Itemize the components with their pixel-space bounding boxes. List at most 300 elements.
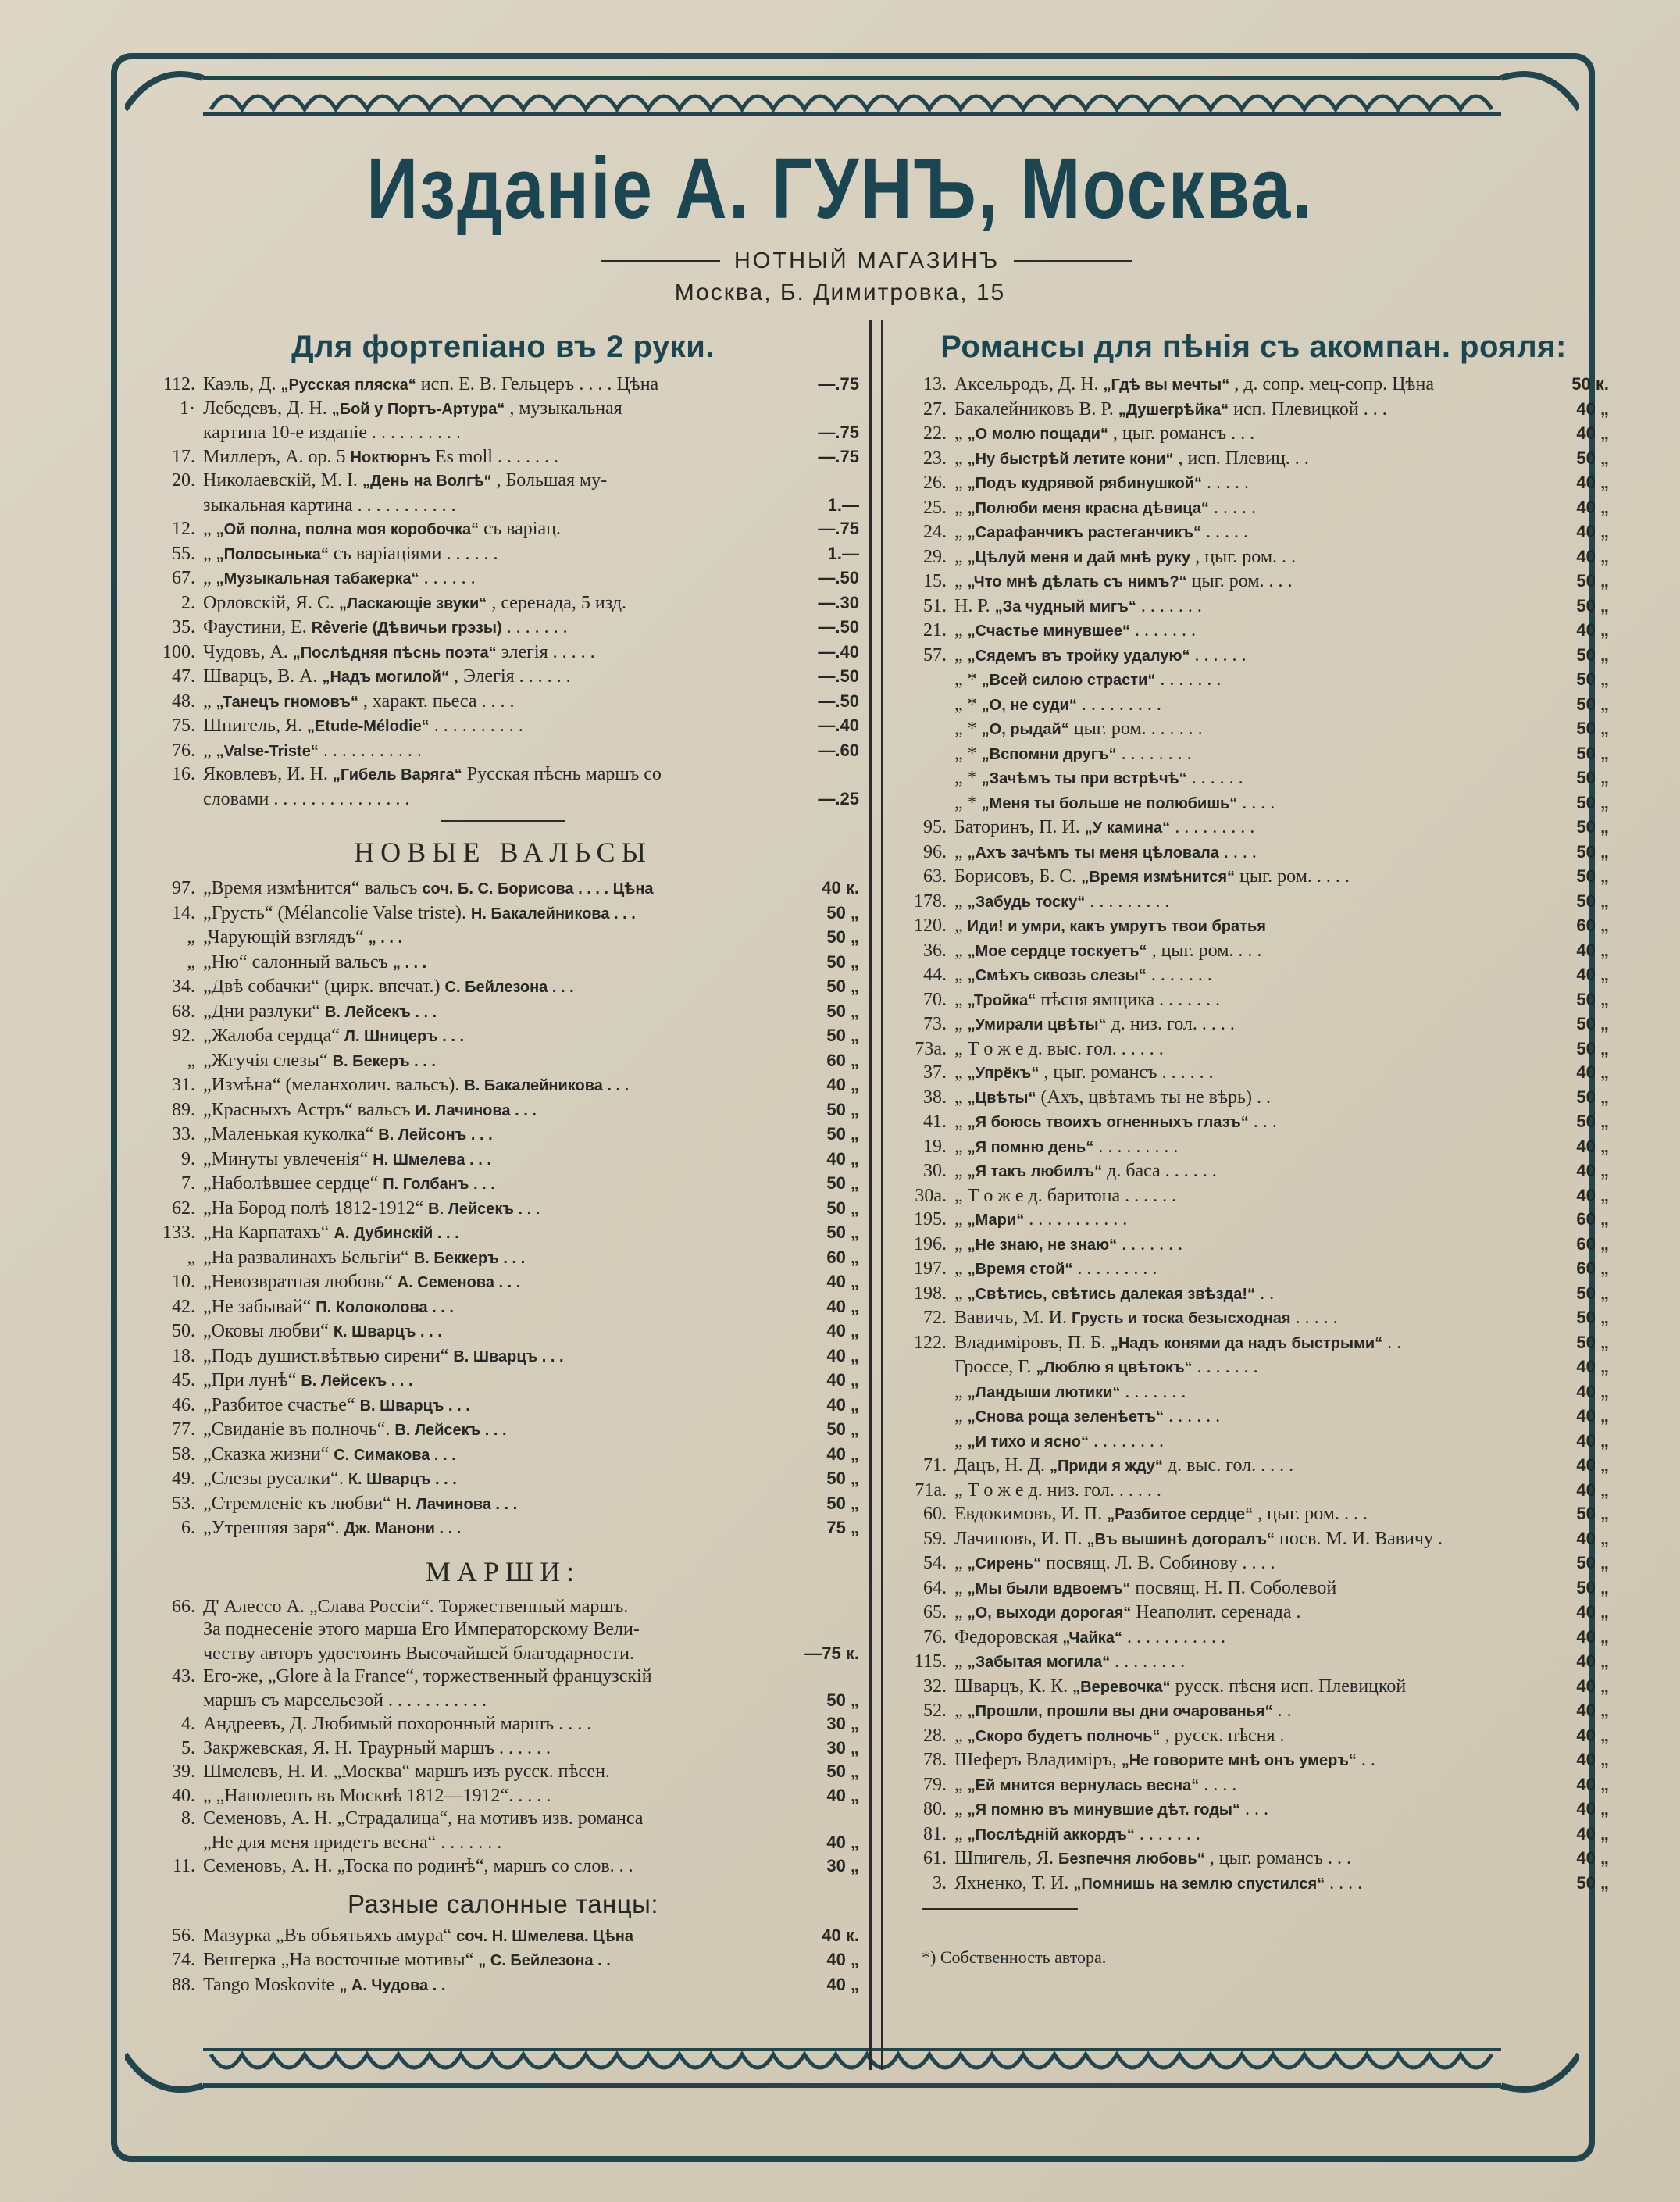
item-composer: Д' Алессо А. „Слава Россіи“. [203,1596,434,1617]
item-title: „Valse-Triste“ [216,742,319,760]
item-number: 3. [933,1872,947,1893]
item-price: 60 „ [1576,1233,1609,1254]
left-column [147,327,859,1997]
item-composer: „ [954,448,963,469]
item-title: „За чудный мигъ“ [994,598,1136,616]
item-price: 50 „ [1576,817,1609,837]
waltz-list [147,876,859,1541]
item-number: 17. [172,446,195,467]
item-price: 40 „ [826,1394,859,1415]
item-composer: „ [203,1785,212,1806]
list-item [147,641,859,666]
list-item [898,619,1609,644]
item-price: 40 „ [1576,423,1609,443]
item-number: 19. [923,1136,947,1157]
item-text [203,1197,787,1222]
item-price: 40 к. [822,1925,859,1945]
item-note: . . . . . . . [1122,1233,1183,1254]
item-composer: Николаевскій, М. I. [203,470,358,491]
list-item [147,951,859,976]
item-composer: „Невозвратная любовь“ [203,1272,393,1292]
list-item [898,914,1609,939]
item-text [954,915,1537,939]
item-text [954,1872,1537,1897]
section-title: Разные салонные танцы: [347,1889,659,1918]
item-composer: „ * [954,743,977,764]
item-title: „Приди я жду“ [1049,1458,1163,1475]
item-number: 178. [914,890,947,912]
item-title: „Помнишь на землю спустился“ [1073,1875,1325,1893]
item-text [203,1001,787,1025]
item-note: Торжественный маршъ. [438,1596,629,1617]
list-item [147,665,859,690]
item-price: 50 „ [1576,989,1609,1009]
item-number: 35. [172,617,195,637]
item-note: Т о ж е д. выс. гол. . . . . . [967,1038,1164,1059]
list-item [898,1479,1609,1503]
item-text [954,841,1537,865]
item-composer: Шпигель, Я. [203,716,303,736]
item-number: 12. [172,519,195,539]
item-price: 50 „ [826,1197,859,1218]
list-item [898,1282,1609,1307]
item-title: „Я помню въ минувшие дѣт. годы“ [967,1801,1240,1818]
item-price: 40 „ [826,1444,859,1464]
item-note: . . . . . [1295,1308,1338,1328]
item-author: „ А. Чудова . . [339,1976,446,1994]
item-note: , характ. пьеса . . . . [362,691,515,712]
item-note: д. баса . . . . . . [1107,1161,1217,1181]
item-title: „Меня ты больше не полюбишь“ [981,794,1238,812]
item-price: 50 „ [1576,1038,1609,1058]
item-number: 197. [914,1258,947,1279]
list-item [147,1948,859,1973]
item-title: „Люблю я цвѣтокъ“ [1036,1359,1193,1376]
list-item [898,1380,1609,1405]
item-price: 40 „ [1576,398,1609,419]
item-number: 60. [923,1504,947,1524]
item-number: 10. [172,1272,195,1292]
item-price: 40 „ [826,1832,859,1852]
item-note: , русск. пѣсня . [1165,1725,1285,1746]
item-note: , цыг. романсъ . . . . . . [1043,1062,1214,1083]
item-text [954,1208,1537,1233]
item-text [203,592,787,616]
item-author: К. Шварцъ . . . [333,1323,442,1340]
list-item [898,1061,1609,1086]
list-item [147,469,859,494]
list-item [898,1454,1609,1479]
item-price: —.40 [818,716,859,735]
item-note: Русская пѣснь маршъ со [466,764,662,784]
item-composer: Лачиновъ, И. П. [954,1528,1083,1549]
item-price: 50 к. [1571,374,1609,394]
item-composer: „ [954,1112,963,1132]
list-item [147,1443,859,1468]
item-note: (Mélancolie Valse triste). [277,902,466,923]
item-number: 29. [923,546,947,567]
item-price: 40 „ [1576,1455,1609,1475]
item-text [954,1847,1537,1872]
publisher-title: Изданіе А. ГУНЪ, Москва. [366,141,1314,237]
item-price: 60 „ [1576,1258,1609,1278]
item-text [954,890,1537,915]
item-number: 71. [923,1455,947,1476]
item-price: 60 „ [1576,915,1609,935]
list-item [898,644,1609,669]
list-item [147,1516,859,1541]
item-text [203,902,787,926]
item-price: 50 „ [1576,644,1609,665]
item-number: 81. [923,1823,947,1844]
item-text [203,446,787,470]
item-text [954,718,1537,742]
item-composer: „ [954,1381,963,1402]
item-number: 112. [162,374,195,394]
item-number: 40. [172,1785,195,1806]
list-item [898,422,1609,447]
item-title: „Я помню день“ [967,1138,1094,1156]
list-item [898,988,1609,1013]
item-title: „Надъ конями да надъ быстрыми“ [1110,1334,1383,1352]
item-note: . . . . . . . . . [1175,817,1255,837]
item-note: д. низ. гол. . . . . [1111,1014,1235,1034]
item-price: 40 „ [826,1785,859,1805]
item-title: „Чайка“ [1062,1629,1122,1647]
item-text [954,1062,1537,1086]
list-item [898,1748,1609,1773]
item-text [954,669,1537,693]
item-text [954,1013,1537,1037]
item-note: , цыг. романсъ . . . [1112,423,1255,444]
item-composer: „Жгучія слезы“ [203,1050,328,1071]
item-composer: „ [954,890,963,912]
item-note: . . . . . . . . . . . [1126,1626,1225,1647]
item-number: 92. [172,1026,195,1046]
item-composer: „Маленькая куколка“ [203,1124,374,1144]
item-price: 50 „ [1576,1308,1609,1327]
item-number: 47. [172,666,195,687]
item-price: —.30 [818,592,859,612]
item-note: пѣсня ямщика . . . . . . . [1040,989,1221,1010]
romance-list [898,373,1609,1896]
item-text [203,1320,787,1344]
item-title: „Полосынька“ [216,545,329,563]
item-number: 43. [172,1666,195,1686]
item-note: , цыг. ром. . . [1195,546,1297,567]
item-composer: Яковлевъ, И. Н. [203,764,328,784]
item-note: вальсъ [364,878,418,898]
item-price: —.60 [818,740,859,760]
item-composer: Вавичъ, М. И. [954,1308,1067,1328]
item-author: С. Симакова . . . [334,1446,456,1464]
item-note: съ варіаціями . . . . . . [333,543,498,564]
item-title: „И тихо и ясно“ [967,1433,1090,1451]
list-item [147,1344,859,1369]
item-author: соч. Н. Шмелева. Цѣна [456,1927,634,1945]
item-price: 50 „ [826,1099,859,1119]
item-text [954,1332,1537,1356]
item-price: 50 „ [1576,792,1609,812]
item-note: . . . . [1204,1774,1237,1795]
item-note: Неаполит. серенада . [1136,1602,1301,1622]
item-price: 50 „ [826,951,859,972]
item-title: Rêverie (Дѣвичьи грэзы) [311,619,502,637]
item-title: „Мое сердце тоскуетъ“ [967,942,1147,960]
item-number: 14. [172,902,195,923]
list-item [147,616,859,641]
item-number: 27. [923,398,947,419]
item-price: 50 „ [1576,1504,1609,1523]
item-price: —.50 [818,691,859,711]
list-item [898,1404,1609,1429]
item-number: 52. [923,1701,947,1721]
item-author: Л. Шницеръ . . . [344,1028,465,1045]
item-composer: „ [954,1701,963,1721]
item-number: 50. [172,1321,195,1341]
item-composer: „Наболѣвшее сердце“ [203,1173,379,1194]
list-item [147,1712,859,1736]
item-author: П. Колоколова . . . [316,1298,454,1316]
item-author: В. Лейсекъ . . . [301,1372,413,1390]
item-number: 61. [923,1848,947,1868]
item-price: 50 „ [1576,1087,1609,1107]
item-text [954,865,1537,890]
item-text [954,546,1537,570]
list-item [898,1626,1609,1651]
item-title: „Ой полна, полна моя коробочка“ [216,521,480,538]
item-number: 195. [914,1209,947,1229]
list-item [898,1037,1609,1062]
shop-line [601,248,1132,274]
item-author: Н. Лачинова . . . [395,1495,518,1513]
item-text [954,448,1537,472]
item-title: „Музыкальная табакерка“ [216,570,419,587]
item-number: 21. [923,620,947,641]
list-item [147,1098,859,1123]
item-text [203,373,787,398]
item-price: 40 „ [1576,1774,1609,1794]
item-text [203,1172,787,1197]
item-composer: Аксельродъ, Д. Н. [954,374,1099,394]
item-composer: Шварцъ, В. А. [203,666,318,687]
item-number: 4. [181,1714,195,1734]
list-item [898,1699,1609,1724]
item-price: 40 „ [1576,1185,1609,1205]
divider [1014,260,1132,262]
item-composer: „ [954,1087,963,1108]
item-price: 40 „ [826,1148,859,1169]
list-item [147,739,859,764]
section-title: НОВЫЕ ВАЛЬСЫ [354,837,652,868]
item-price: 60 „ [826,1247,859,1267]
item-composer: Владиміровъ, П. Б. [954,1332,1106,1353]
item-author: К. Шварцъ . . . [348,1471,457,1488]
item-composer: „ [954,1602,963,1622]
item-number: 78. [923,1750,947,1770]
item-title: „Ей мнится вернулась весна“ [967,1776,1200,1794]
item-note: Т о ж е д. низ. гол. . . . . . [967,1479,1161,1501]
list-item [898,1135,1609,1160]
item-note: исп. Е. В. Гельцеръ . . . . Цѣна [420,374,659,394]
item-note: маршъ съ марсельезой . . . . . . . . . . . [203,1690,487,1711]
list-item [898,1257,1609,1282]
item-title: „Ну быстрѣй летите кони“ [967,450,1174,468]
item-number: 89. [172,1099,195,1120]
item-number: 32. [923,1676,947,1697]
item-composer: „Время измѣнится“ [203,878,360,898]
item-composer: „ [954,1577,963,1598]
item-composer: Фаустини, Е. [203,617,307,637]
item-text [954,1185,1537,1208]
item-text [954,940,1537,964]
list-item [898,1159,1609,1184]
item-title: „Сарафанчикъ растеганчикъ“ [967,524,1201,541]
item-price: 50 „ [826,1469,859,1488]
item-price: 40 „ [1576,940,1609,960]
item-note: . . . . . . [1168,1406,1221,1426]
item-text [203,1925,787,1949]
item-number: 30a. [915,1185,947,1206]
item-note: съ варіац. [483,519,561,539]
item-note: . . . . . . . [1140,595,1202,616]
item-text [203,1690,787,1713]
item-composer: Шварцъ, К. К. [954,1676,1068,1697]
item-title: „Цѣлуй меня и дай мнѣ руку [967,548,1191,566]
item-composer: „ [954,423,963,444]
item-text [203,1271,787,1295]
list-item [898,1306,1609,1331]
list-item [147,1394,859,1419]
item-author: „ . . . [392,954,427,972]
item-price: —.50 [818,568,859,587]
item-text [203,1123,787,1147]
item-number: 96. [923,841,947,862]
item-price: 50 „ [1576,595,1609,616]
item-text [203,1974,787,1998]
list-item [898,939,1609,964]
item-title: „Сирень“ [967,1555,1042,1572]
list-item [898,1233,1609,1258]
item-text [954,694,1537,718]
item-composer: „Стремленіе къ любви“ [203,1493,391,1514]
list-item [147,398,859,422]
item-note: . . . . . . . [1134,620,1196,641]
item-note: , музыкальная [509,398,622,419]
item-author: Н. Бакалейникова . . . [470,905,636,923]
item-composer: „ [954,1136,963,1157]
item-note: . . . . . . . . . [1081,694,1161,715]
item-text [954,1774,1537,1798]
item-composer: „На Бород полѣ 1812-1912“ [203,1197,424,1219]
item-title: „Я боюсь твоихъ огненныхъ глазъ“ [967,1114,1249,1131]
item-composer: „Чарующій взглядъ“ [203,927,364,948]
item-note: словами . . . . . . . . . . . . . . . [203,788,410,809]
item-composer: „Не забывай“ [203,1296,312,1317]
item-note: . . . . . . [1191,768,1243,788]
item-text [203,1832,787,1855]
item-composer: Закржевская, Я. Н. [203,1737,353,1758]
item-price: 40 „ [1576,473,1609,492]
item-text [203,641,787,666]
list-item [147,1172,859,1197]
item-title: „Ласкающіе звуки“ [339,594,487,612]
item-note: цыг. ром. . . . . . . [1073,719,1203,739]
item-note: . . . . . . . . . . . [1029,1209,1128,1229]
item-number: 39. [172,1761,195,1782]
item-number: 9. [181,1148,195,1169]
item-number: 41. [923,1112,947,1132]
item-text [954,1454,1537,1479]
item-price: 40 „ [826,1272,859,1291]
item-note: , цыг. ром. . . . [1151,940,1262,961]
item-text [203,1808,787,1831]
item-text [203,1074,787,1098]
item-composer: Баторинъ, П. И. [954,817,1080,837]
item-composer: „ [954,841,963,862]
item-number: 1· [180,398,195,419]
item-note: „Тоска по родинѣ“, маршъ со слов. . . [337,1856,633,1876]
item-price: 50 „ [1576,866,1609,886]
item-composer: Каэль, Д. [203,374,276,394]
item-composer: „ [954,1774,963,1795]
item-number: 67. [172,568,195,588]
list-item [147,1000,859,1025]
list-item [147,1246,859,1271]
item-price: 50 „ [1576,1872,1609,1893]
item-composer: „На развалинахъ Бельгіи“ [203,1247,409,1268]
section-title: МАРШИ: [425,1555,581,1587]
item-number: 5. [181,1737,195,1758]
item-price: 40 „ [826,1345,859,1365]
item-number: 28. [923,1725,947,1746]
item-text [203,715,787,739]
item-price: 40 „ [1576,1725,1609,1745]
item-author: В. Бакалейникова . . . [464,1077,630,1094]
item-text [954,1087,1537,1111]
item-composer: „ [203,543,212,564]
item-price: 30 „ [826,1856,859,1875]
item-title: „О молю пощади“ [967,426,1108,443]
item-title: Ноктюрнъ [350,448,430,466]
item-number: 11. [172,1856,195,1876]
item-text [203,951,787,976]
item-number: 20. [172,470,195,491]
item-price: 40 „ [1576,1823,1609,1843]
item-text [203,518,787,542]
item-note: элегія . . . . . [501,641,595,662]
item-text [954,1381,1537,1405]
item-author: А. Дубинскій . . . [334,1225,459,1242]
item-number: 80. [923,1799,947,1819]
item-number: 31. [172,1075,195,1095]
right-column [898,327,1609,1968]
item-composer: „Измѣна“ [203,1075,281,1095]
item-text [203,1345,787,1369]
item-author: В. Шварцъ . . . [453,1347,564,1365]
item-title: „Тройка“ [967,991,1036,1009]
item-number: 36. [923,940,947,961]
item-price: 40 „ [1576,1701,1609,1720]
list-item [147,901,859,926]
item-title: „Время измѣнится“ [1081,869,1236,886]
item-composer: „Жалоба сердца“ [203,1026,340,1046]
item-text [954,964,1537,988]
item-composer: Борисовъ, Б. С. [954,866,1077,887]
item-number: 34. [172,976,195,997]
item-text [203,1050,787,1074]
item-author: „ С. Бейлезона . . [478,1952,611,1969]
